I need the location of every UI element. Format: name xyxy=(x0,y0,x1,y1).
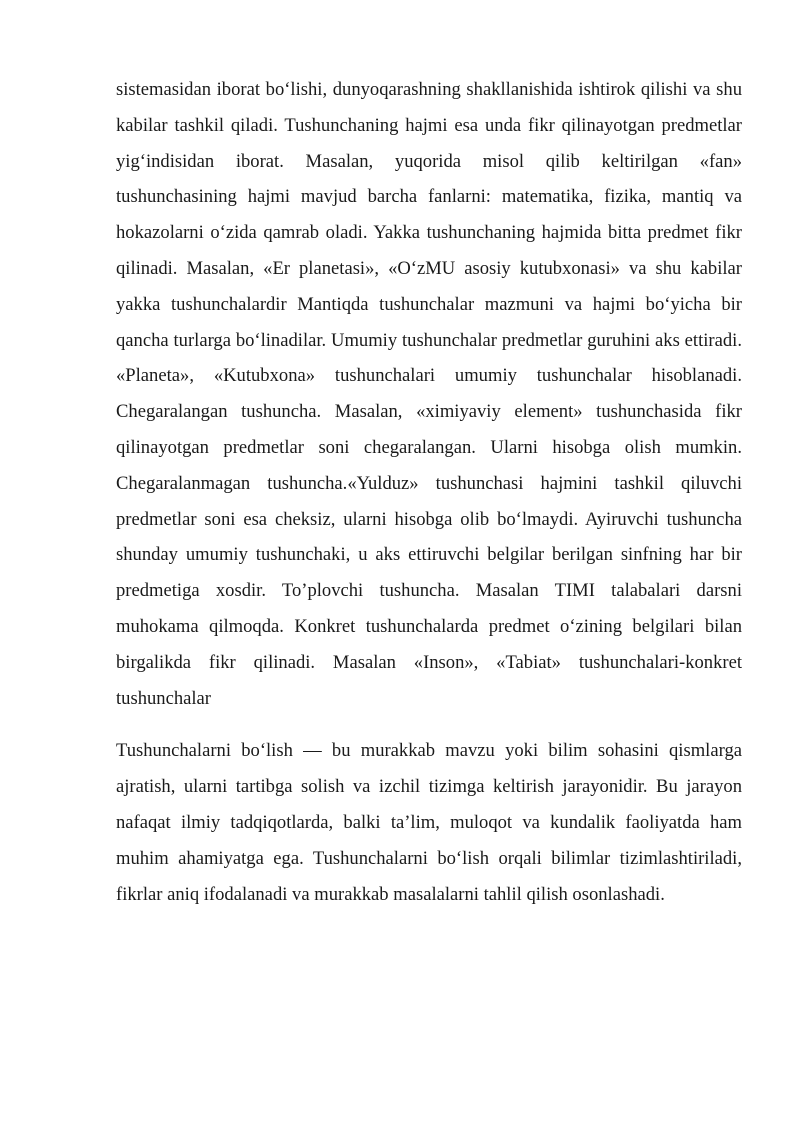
body-paragraph-1: sistemasidan iborat bo‘lishi, dunyoqarashning shakllanishida ishtirok qilishi va shu kabilar tashkil qiladi. Tushunchaning hajmi esa unda fikr qilinayotgan predmetlar yig‘indisidan iborat. Masalan, yuqorida misol qilib keltirilgan «fan» tushunchasining hajmi mavjud barcha fanlarni: matematika, fizika, mantiq va hokazolarni o‘zida qamrab oladi. Yakka tushunchaning hajmida bitta predmet fikr qilinadi. Masalan, «Er planetasi», «O‘zMU asosiy kutubxonasi» va shu kabilar yakka tushunchalardir Mantiqda tushunchalar mazmuni va hajmi bo‘yicha bir qancha turlarga bo‘linadilar. Umumiy tushunchalar predmetlar guruhini aks ettiradi. «Planeta», «Kutubxona» tushunchalari umumiy tushunchalar hisoblanadi. Chegaralangan tushuncha. Masalan, «ximiyaviy element» tushunchasida fikr qilinayotgan predmetlar soni chegaralangan. Ularni hisobga olish mumkin. Chegaralanmagan tushuncha.«Yulduz» tushunchasi hajmini tashkil qiluvchi predmetlar soni esa cheksiz, ularni hisobga olib bo‘lmaydi. Ayiruvchi tushuncha shunday umumiy tushunchaki, u aks ettiruvchi belgilar berilgan sinfning har bir predmetiga xosdir. To’plovchi tushuncha. Masalan TIMI talabalari darsni muhokama qilmoqda. Konkret tushunchalarda predmet o‘zining belgilari bilan birgalikda fikr qilinadi. Masalan «Inson», «Tabiat» tushunchalari-konkret tushunchalar xyxy=(116,79,742,709)
document-page xyxy=(116,72,742,912)
body-paragraph-2: Tushunchalarni bo‘lish — bu murakkab mavzu yoki bilim sohasini qismlarga ajratish, ularni tartibga solish va izchil tizimga keltirish jarayonidir. Bu jarayon nafaqat ilmiy tadqiqotlarda, balki ta’lim, muloqot va kundalik faoliyatda ham muhim ahamiyatga ega. Tushunchalarni bo‘lish orqali bilimlar tizimlashtiriladi, fikrlar aniq ifodalanadi va murakkab masalalarni tahlil qilish osonlashadi. xyxy=(116,740,742,905)
